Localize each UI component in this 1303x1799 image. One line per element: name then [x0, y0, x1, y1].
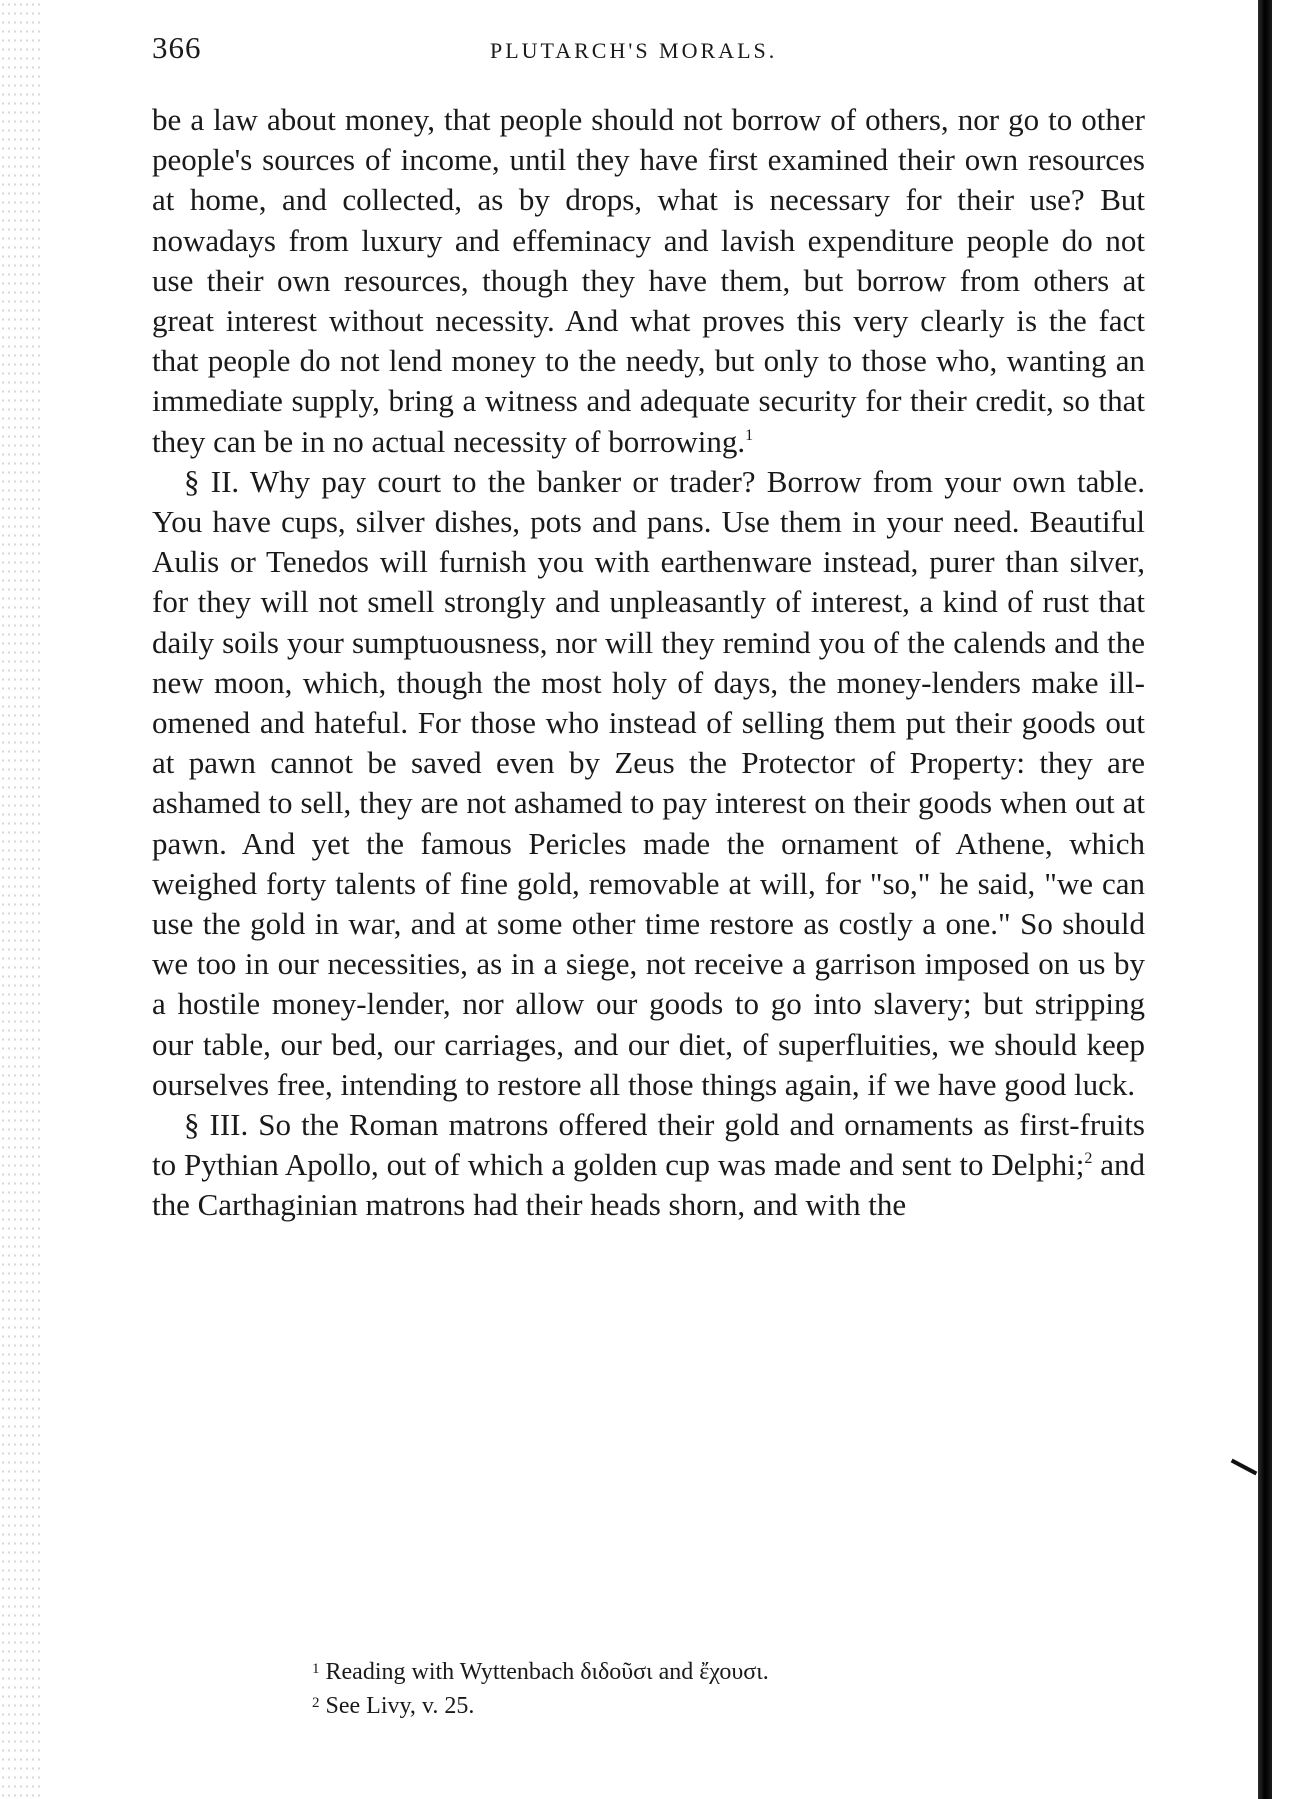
paragraph-3-tail: and the Carthaginian matrons had their heads shorn, and with the: [152, 1147, 1145, 1223]
footnote-2-number: 2: [312, 1695, 320, 1711]
footnote-1-text: Reading with Wyttenbach διδοῦσι and ἔχουσι.: [325, 1659, 769, 1685]
paragraph-3-text: § III. So the Roman matrons offered their gold and ornaments as first-fruits to Pythian Apollo, out of which a golden cup was made and sent to Delphi;: [152, 1107, 1145, 1183]
book-spine-edge: [1258, 0, 1272, 1799]
page-number: 366: [152, 30, 202, 65]
footnote-ref-1[interactable]: 1: [745, 426, 754, 444]
footnote-1-number: 1: [312, 1661, 320, 1677]
paragraph-2: [152, 462, 1145, 1105]
spine-mark: [1231, 1459, 1258, 1476]
footnote-ref-2[interactable]: 2: [1084, 1150, 1093, 1168]
footnote-1: [312, 1655, 1012, 1689]
paragraph-1-text: be a law about money, that people should not borrow of others, nor go to other people's sources of income, until they have first examined their own resources at home, and collected, as by drops, what is necessary for their use? But nowadays from luxury and effeminacy and lavish expenditure people do not use their own resources, though they have them, but borrow from others at great interest without necessity. And what proves this very clearly is the fact that people do not lend money to the needy, but only to those who, wanting an immediate supply, bring a witness and adequate security for their credit, so that they can be in no actual necessity of borrowing.: [152, 102, 1145, 459]
body-text: [152, 100, 1145, 1226]
footnotes: [312, 1655, 1012, 1723]
footnote-2-text: See Livy, v. 25.: [325, 1693, 475, 1719]
page-edge-texture: [0, 0, 40, 1799]
paragraph-2-text: § II. Why pay court to the banker or trader? Borrow from your own table. You have cups, silver dishes, pots and pans. Use them in your need. Beautiful Aulis or Tenedos will furnish you with earthenware instead, purer than silver, for they will not smell strongly and unpleasantly of interest, a kind of rust that daily soils your sumptuousness, nor will they remind you of the calends and the new moon, which, though the most holy of days, the money-lenders make ill-omened and hateful. For those who instead of selling them put their goods out at pawn cannot be saved even by Zeus the Protector of Property: they are ashamed to sell, they are not ashamed to pay interest on their goods when out at pawn. And yet the famous Pericles made the ornament of Athene, which weighed forty talents of fine gold, removable at will, for "so," he said, "we can use the gold in war, and at some other time restore as costly a one." So should we too in our necessities, as in a siege, not receive a garrison imposed on us by a hostile money-lender, nor allow our goods to go into slavery; but stripping our table, our bed, our carriages, and our diet, of superfluities, we should keep ourselves free, intending to restore all those things again, if we have good luck.: [152, 463, 1145, 1102]
paragraph-3: [152, 1105, 1145, 1226]
running-head: PLUTARCH'S MORALS.: [490, 38, 778, 63]
paragraph-1: [152, 100, 1145, 462]
footnote-2: [312, 1689, 1012, 1723]
page-header: [152, 30, 1145, 74]
